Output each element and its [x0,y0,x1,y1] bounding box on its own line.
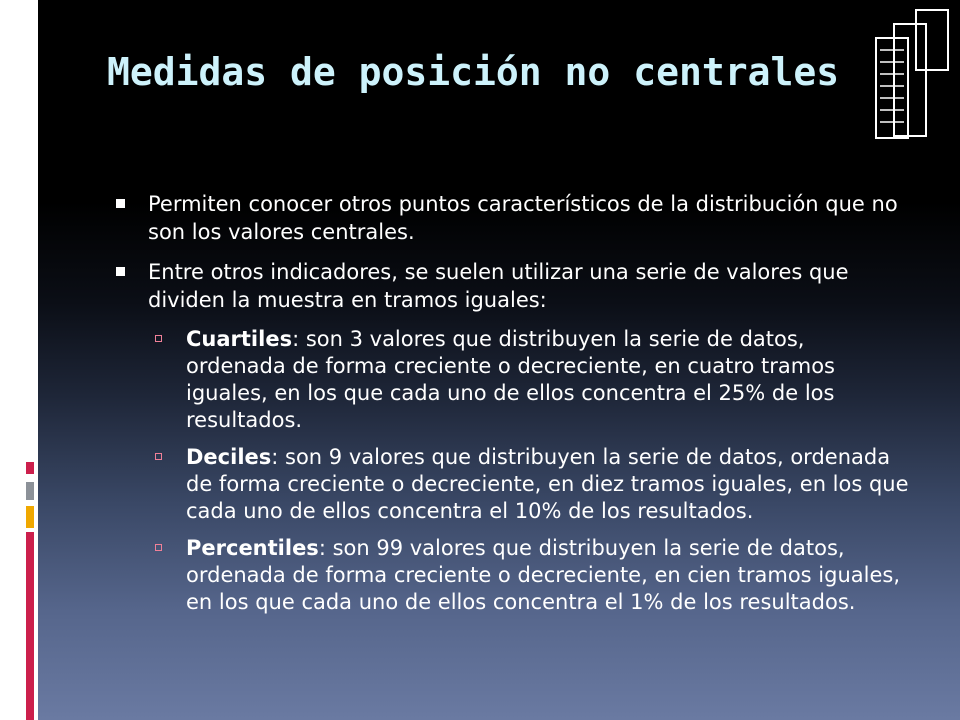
hollow-square-bullet-icon [155,544,162,551]
hollow-square-bullet-icon [155,453,162,460]
term-label: Cuartiles [186,327,293,351]
accent-bar-gray [26,482,34,500]
term-label: Deciles [186,445,272,469]
slide-title: Medidas de posición no centrales [107,50,840,94]
square-bullet-icon [116,199,125,208]
sub-bullet-deciles [110,444,910,525]
accent-bar-red-bottom [26,532,34,720]
accent-bar-red-top [26,462,34,474]
hollow-square-bullet-icon [155,335,162,342]
term-label: Percentiles [186,536,319,560]
term-definition: : son 9 valores que distribuyen la serie de datos, ordenada de forma creciente o decreciente, en diez tramos iguales, en los que cada uno de ellos concentra el 10% de los resultados. [186,445,909,523]
accent-bar-orange [26,506,34,528]
decorative-pages-icon [872,2,952,154]
bullet-item [110,190,910,246]
bullet-text: Entre otros indicadores, se suelen utilizar una serie de valores que dividen la muestra en tramos iguales: [148,260,849,312]
sub-bullet-cuartiles [110,326,910,434]
bullet-item [110,258,910,314]
slide-content [110,190,910,626]
sub-bullet-percentiles [110,535,910,616]
bullet-text: Permiten conocer otros puntos característicos de la distribución que no son los valores centrales. [148,192,898,244]
square-bullet-icon [116,267,125,276]
term-definition: : son 99 valores que distribuyen la serie de datos, ordenada de forma creciente o decreciente, en cien tramos iguales, en los que cada uno de ellos concentra el 1% de los resultados. [186,536,901,614]
term-definition: : son 3 valores que distribuyen la serie de datos, ordenada de forma creciente o decreciente, en cuatro tramos iguales, en los que cada uno de ellos concentra el 25% de los resultados. [186,327,835,432]
